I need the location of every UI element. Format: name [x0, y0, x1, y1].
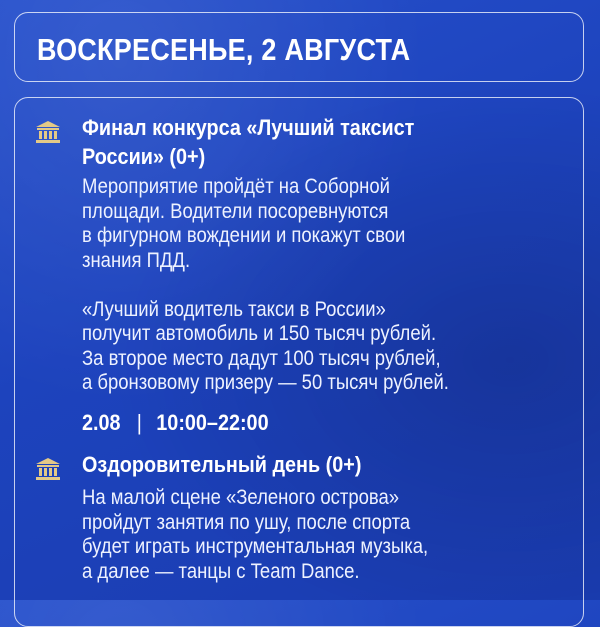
- museum-building-icon: [35, 120, 61, 144]
- event-description: На малой сцене «Зеленого острова» пройдут занятия по ушу, после спорта будет играть инструментальная музыка, а далее — танцы с Team Dance.: [82, 486, 429, 583]
- event-time: 10:00–22:00: [156, 410, 269, 435]
- page-title: ВОСКРЕСЕНЬЕ, 2 АВГУСТА: [37, 32, 411, 67]
- event-title: Финал конкурса «Лучший таксист России» (0+): [82, 115, 415, 169]
- event-schedule: [82, 410, 269, 436]
- museum-building-icon: [35, 457, 61, 481]
- event-description: Мероприятие пройдёт на Соборной площади. Водители посоревнуются в фигурном вождении и покажут свои знания ПДД. «Лучший водитель такси в России» получит автомобиль и 150 тысяч рублей. За второе место дадут 100 тысяч рублей, а бронзовому призеру — 50 тысяч рублей.: [82, 175, 449, 394]
- schedule-separator: |: [136, 410, 142, 435]
- event-title: Оздоровительный день (0+): [82, 452, 362, 477]
- event-date: 2.08: [82, 410, 121, 435]
- events-panel: [14, 97, 584, 627]
- header-box: [14, 12, 584, 82]
